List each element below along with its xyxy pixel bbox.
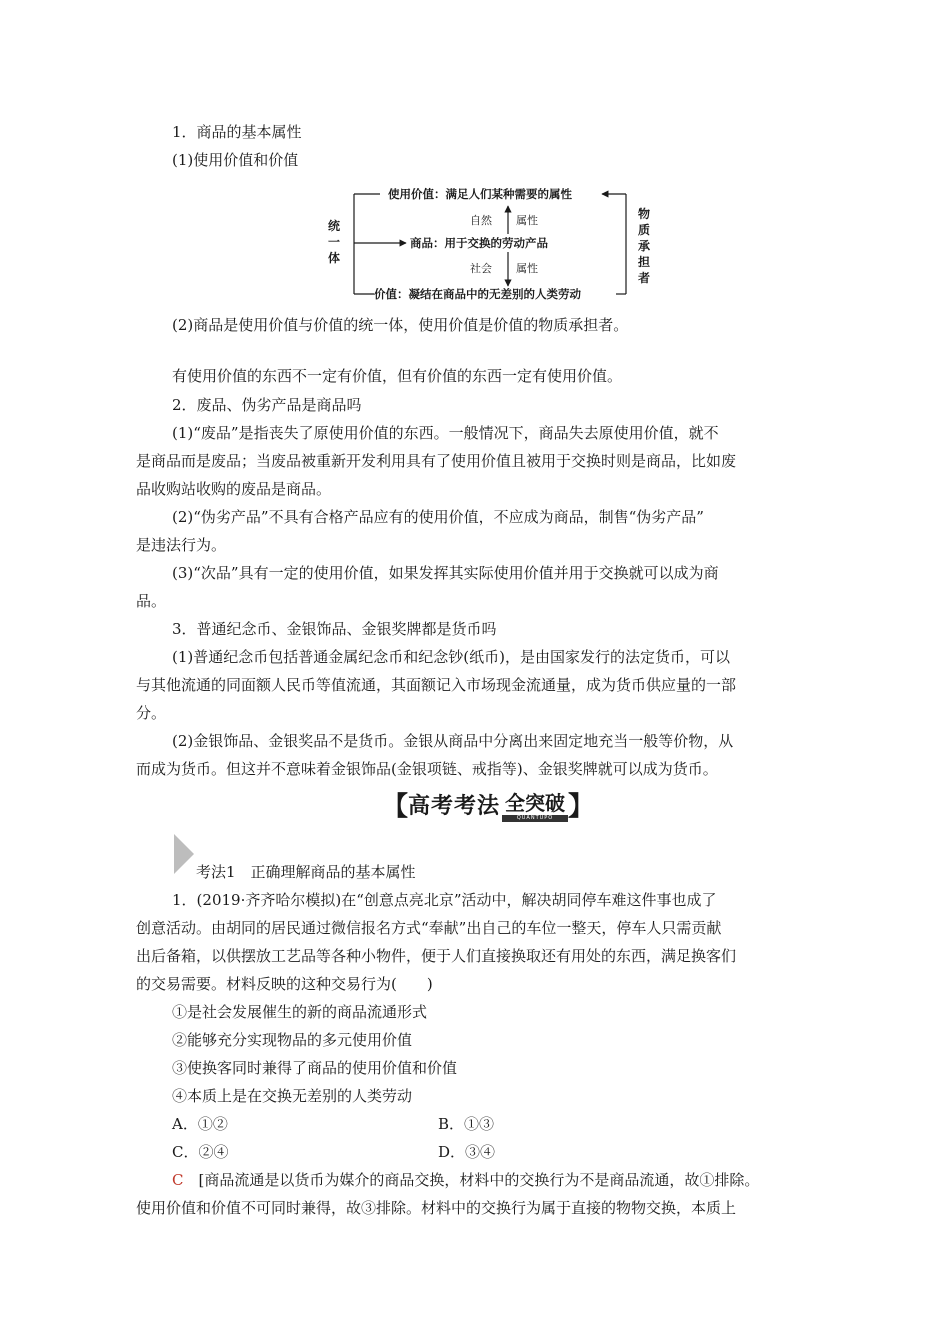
section2-heading: 2．废品、伪劣产品是商品吗: [172, 396, 362, 414]
section2-p3-line2: 品。: [136, 592, 167, 610]
option-1: ①是社会发展催生的新的商品流通形式: [172, 1003, 428, 1021]
natural-label: 自然: [470, 214, 492, 227]
banner-title: 高考考法: [408, 793, 501, 819]
option-4: ④本质上是在交换无差别的人类劳动: [172, 1087, 413, 1105]
kaofa-heading: 考法1 正确理解商品的基本属性: [196, 863, 416, 881]
section3-heading: 3．普通纪念币、金银饰品、金银奖牌都是货币吗: [172, 620, 497, 638]
right-label-1: 物: [638, 207, 651, 221]
section3-p2-line1: (2)金银饰品、金银奖品不是货币。金银从商品中分离出来固定地充当一般等价物，从: [172, 732, 734, 750]
section3-p1-line2: 与其他流通的同面额人民币等值流通，其面额记入市场现金流通量，成为货币供应量的一部: [136, 676, 737, 694]
choice-c: C．②④: [172, 1143, 229, 1161]
left-label-1: 统: [328, 219, 341, 233]
section2-p2-line2: 是违法行为。: [136, 536, 227, 554]
section2-p2-line1: (2)“伪劣产品”不具有合格产品应有的使用价值，不应成为商品，制售“伪劣产品”: [172, 508, 704, 526]
banner-boxed-sub: QUANTUPO: [502, 815, 568, 822]
choice-a: A．①②: [172, 1115, 228, 1133]
section2-p1-line1: (1)“废品”是指丧失了原使用价值的东西。一般情况下，商品失去原使用价值，就不: [172, 424, 719, 442]
right-label-3: 承: [638, 239, 651, 253]
banner-open-bracket: 【: [382, 791, 409, 822]
section2-p1-line2: 是商品而是废品；当废品被重新开发利用具有了使用价值且被用于交换时则是商品，比如废: [136, 452, 737, 470]
answer-line2: 使用价值和价值不可同时兼得，故③排除。材料中的交换行为属于直接的物物交换，本质上: [136, 1199, 737, 1217]
section3-p1-line1: (1)普通纪念币包括普通金属纪念币和纪念钞(纸币)，是由国家发行的法定货币，可以: [172, 648, 730, 666]
section1-heading: 1．商品的基本属性: [172, 123, 302, 141]
banner-boxed: [502, 787, 568, 822]
section1-sub2: (2)商品是使用价值与价值的统一体，使用价值是价值的物质承担者。: [172, 316, 629, 334]
banner-close-bracket: 】: [568, 791, 595, 822]
attr-label-1: 属性: [516, 214, 538, 227]
left-label-3: 体: [328, 251, 341, 265]
right-label-4: 担: [638, 255, 651, 269]
section-banner: [382, 788, 594, 820]
option-2: ②能够充分实现物品的多元使用价值: [172, 1031, 413, 1049]
question1-line4: 的交易需要。材料反映的这种交易行为( ): [136, 975, 433, 993]
section3-p2-line2: 而成为货币。但这并不意味着金银饰品(金银项链、戒指等)、金银奖牌就可以成为货币。: [136, 760, 718, 778]
right-label-2: 质: [638, 223, 651, 237]
banner-boxed-text: 全突破: [505, 790, 566, 815]
question1-line1: 1．(2019·齐齐哈尔模拟)在“创意点亮北京”活动中，解决胡同停车难这件事也成了: [172, 891, 717, 909]
use-value-box: 使用价值：满足人们某种需要的属性: [388, 187, 572, 201]
social-label: 社会: [470, 262, 492, 275]
commodity-box: 商品：用于交换的劳动产品: [410, 236, 548, 250]
section2-p3-line1: (3)“次品”具有一定的使用价值，如果发挥其实际使用价值并用于交换就可以成为商: [172, 564, 719, 582]
left-label-2: 一: [328, 235, 341, 249]
choice-d: D．③④: [438, 1143, 496, 1161]
answer-letter: C: [172, 1171, 184, 1189]
commodity-attributes-diagram: [320, 182, 660, 300]
choice-b: B．①③: [438, 1115, 495, 1133]
section1-note: 有使用价值的东西不一定有价值，但有价值的东西一定有使用价值。: [172, 367, 623, 385]
question1-line2: 创意活动。由胡同的居民通过微信报名方式“奉献”出自己的车位一整天，停车人只需贡献: [136, 919, 722, 937]
attr-label-2: 属性: [516, 262, 538, 275]
triangle-marker-icon: [172, 832, 196, 876]
question1-line3: 出后备箱，以供摆放工艺品等各种小物件，便于人们直接换取还有用处的东西，满足换客们: [136, 947, 737, 965]
value-box: 价值：凝结在商品中的无差别的人类劳动: [374, 287, 581, 300]
answer-line1: [172, 1170, 759, 1190]
option-3: ③使换客同时兼得了商品的使用价值和价值: [172, 1059, 458, 1077]
right-label-5: 者: [638, 271, 651, 285]
section2-p1-line3: 品收购站收购的废品是商品。: [136, 480, 332, 498]
section1-sub1: (1)使用价值和价值: [172, 151, 299, 169]
section3-p1-line3: 分。: [136, 704, 167, 722]
answer-explanation: [商品流通是以货币为媒介的商品交换，材料中的交换行为不是商品流通，故①排除。: [183, 1171, 760, 1189]
